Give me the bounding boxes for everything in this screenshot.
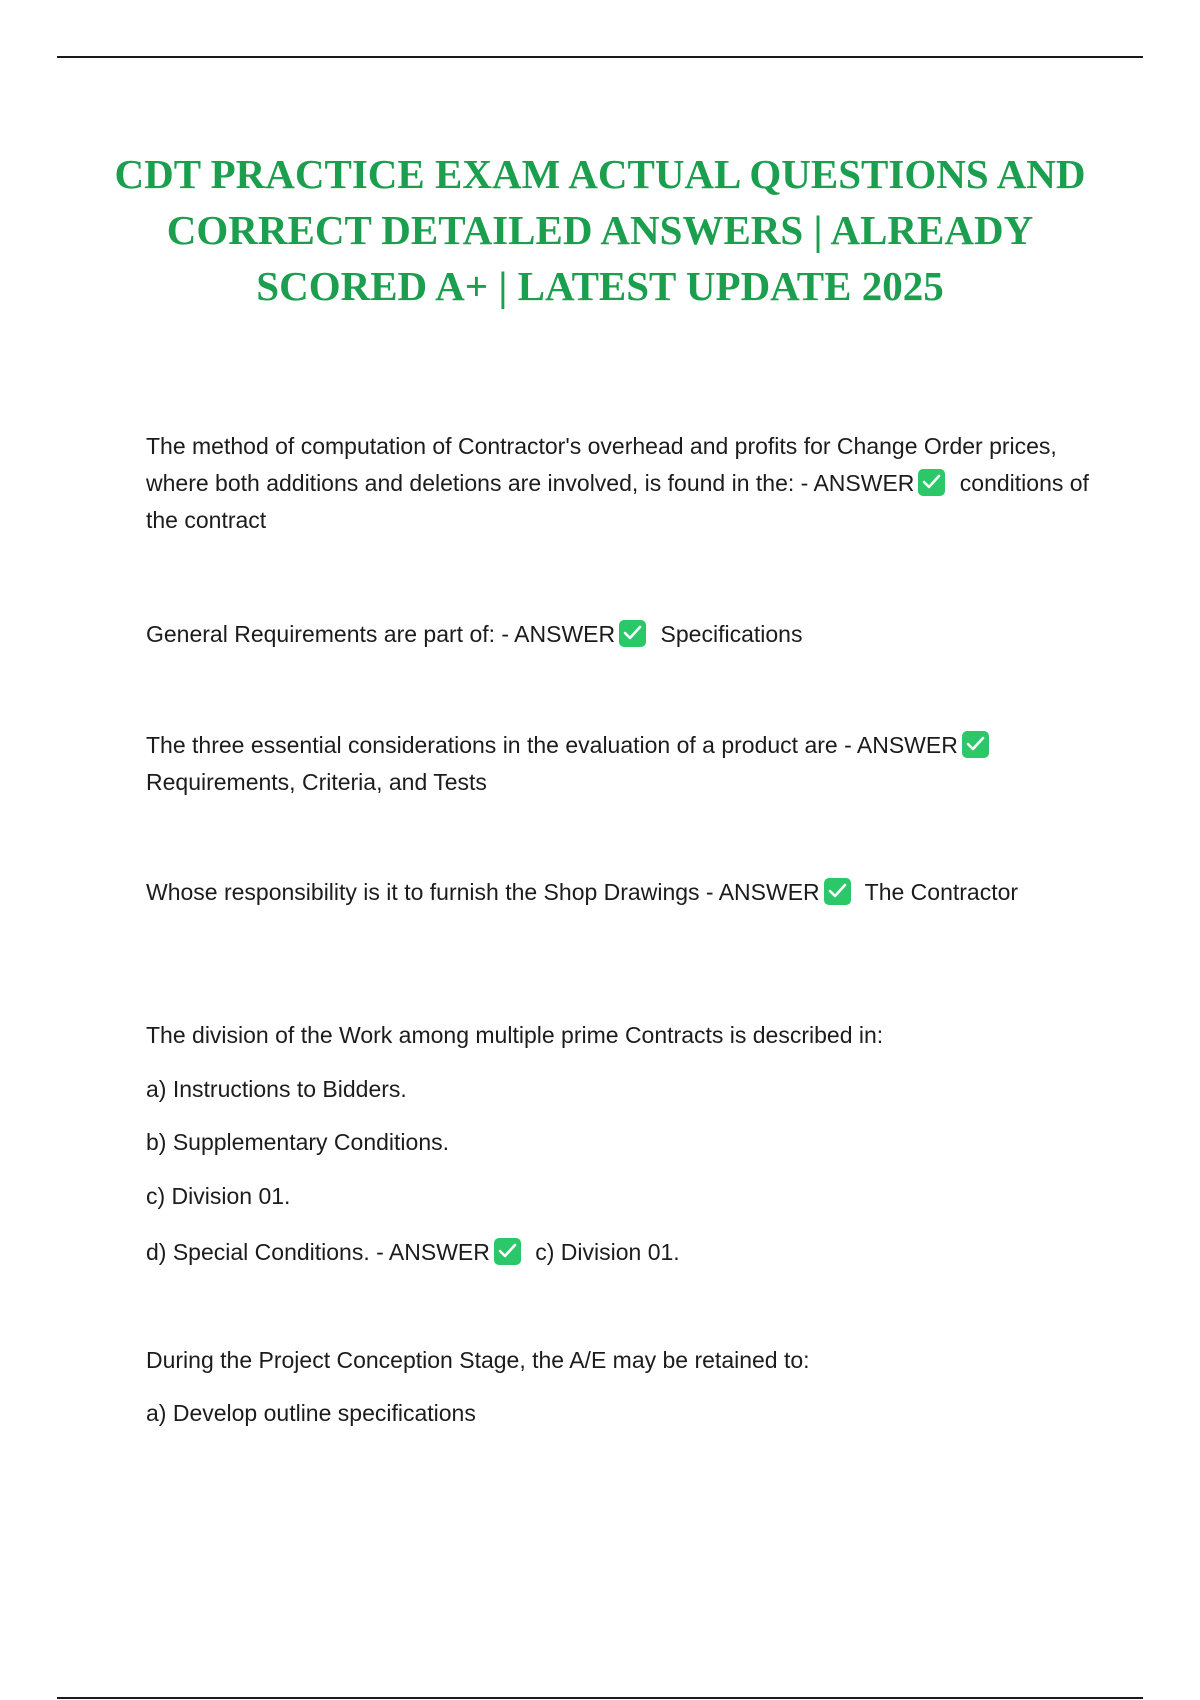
question-text: The division of the Work among multiple prime Contracts is described in:: [146, 1022, 884, 1048]
answer-text: conditions of the contract: [146, 470, 1089, 533]
green-check-box-icon: [962, 731, 989, 758]
top-divider: [57, 56, 1143, 58]
answer-marker: - ANSWER: [800, 470, 915, 496]
question-text: During the Project Conception Stage, the A/E may be retained to:: [146, 1347, 810, 1373]
answer-text: Specifications: [660, 621, 803, 647]
answer-text: Requirements, Criteria, and Tests: [146, 769, 487, 795]
question-text: Whose responsibility is it to furnish the Shop Drawings: [146, 879, 700, 905]
question-item: [146, 616, 1096, 653]
answer-marker: - ANSWER: [376, 1239, 490, 1265]
question-text: The method of computation of Contractor's overhead and profits for Change Order prices, where both additions and deletions are involved, is found in the:: [146, 433, 1057, 496]
answer-marker: - ANSWER: [844, 732, 958, 758]
option-c: c) Division 01.: [146, 1183, 291, 1209]
question-item: [146, 428, 1096, 539]
bottom-divider: [57, 1697, 1143, 1699]
question-item: [146, 874, 1096, 911]
answer-marker: - ANSWER: [501, 621, 616, 647]
answer-text: c) Division 01.: [535, 1239, 680, 1265]
question-text: The three essential considerations in the evaluation of a product are: [146, 732, 838, 758]
green-check-box-icon: [918, 469, 945, 496]
green-check-box-icon: [824, 878, 851, 905]
option-b: b) Supplementary Conditions.: [146, 1129, 449, 1155]
option-a: a) Instructions to Bidders.: [146, 1076, 407, 1102]
option-d: d) Special Conditions.: [146, 1239, 370, 1265]
option-a: a) Develop outline specifications: [146, 1400, 476, 1426]
green-check-box-icon: [619, 620, 646, 647]
question-item: [146, 727, 1096, 801]
question-text: General Requirements are part of:: [146, 621, 496, 647]
question-item: [146, 1234, 1096, 1271]
green-check-box-icon: [494, 1238, 521, 1265]
document-title: CDT PRACTICE EXAM ACTUAL QUESTIONS AND CORRECT DETAILED ANSWERS | ALREADY SCORED A+ | LATEST UPDATE 2025: [114, 151, 1086, 309]
answer-marker: - ANSWER: [705, 879, 820, 905]
answer-text: The Contractor: [864, 879, 1019, 905]
